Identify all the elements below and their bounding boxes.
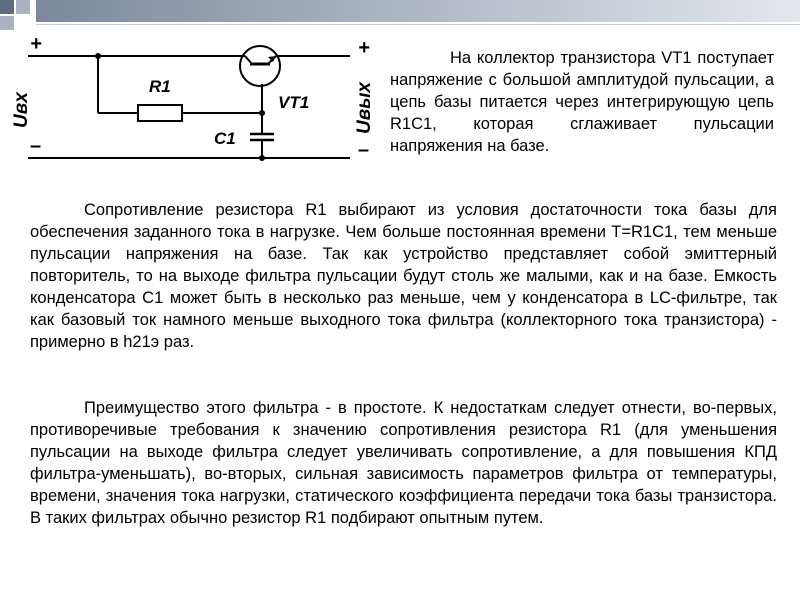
r1-label: R1 <box>149 77 171 96</box>
paragraph-circuit-description <box>390 47 774 157</box>
r1-resistor <box>138 105 182 121</box>
junction-dot <box>259 110 265 116</box>
output-voltage-label: Uвых <box>354 82 375 134</box>
deco-square-dark <box>0 0 14 14</box>
filter-circuit-diagram <box>0 30 390 190</box>
paragraph-resistor-selection <box>30 199 777 353</box>
vt1-transistor-body <box>240 46 280 86</box>
minus-left-label: – <box>30 135 42 157</box>
junction-dot <box>95 53 101 59</box>
c1-label: C1 <box>214 129 236 148</box>
paragraph-advantages-disadvantages <box>30 397 777 529</box>
paragraph-resistor-selection-text: Сопротивление резистора R1 выбирают из условия достаточности тока базы для обеспечения заданного тока в нагрузке. Чем больше постоянная времени T=R1C1, тем меньше пульсации напряжения на базе. Так как устройство представляет собой эмиттерный повторитель, то на выходе фильтра пульсации будут столь же малыми, как и на базе. Емкость конденсатора С1 может быть в несколько раз меньше, чем у конденсатора в LC-фильтре, так как базовый ток намного меньше выходного тока фильтра (коллекторного тока транзистора) - примерно в h21э раз. <box>30 201 777 351</box>
vt1-label: VT1 <box>278 93 310 112</box>
paragraph-advantages-disadvantages-text: Преимущество этого фильтра - в простоте. К недостаткам следует отнести, во-первых, противоречивые требования к значению сопротивления резистора R1 (для уменьшения пульсации на выходе фильтра следует увеличивать сопротивление, а для повышения КПД фильтра-уменьшать), во-вторых, сильная зависимость параметров фильтра от температуры, времени, значения тока нагрузки, статического коэффициента передачи тока базы транзистора. В таких фильтрах обычно резистор R1 подбирают опытным путем. <box>30 399 777 527</box>
deco-square-dark-2 <box>0 16 14 30</box>
junction-dot <box>259 155 265 161</box>
paragraph-circuit-description-text: На коллектор транзистора VT1 поступает напряжение с большой амплитудой пульсации, а цепь базы питается через интегрирующую цепь R1C1, которая сглаживает пульсации напряжения на базе. <box>390 49 774 155</box>
deco-gradient-bar <box>36 0 800 22</box>
plus-right-label: + <box>358 37 370 59</box>
deco-line <box>36 24 800 25</box>
plus-left-label: + <box>30 33 42 55</box>
input-voltage-label: Uвх <box>11 92 32 128</box>
minus-right-label: – <box>358 139 370 161</box>
deco-square-light <box>16 0 30 14</box>
